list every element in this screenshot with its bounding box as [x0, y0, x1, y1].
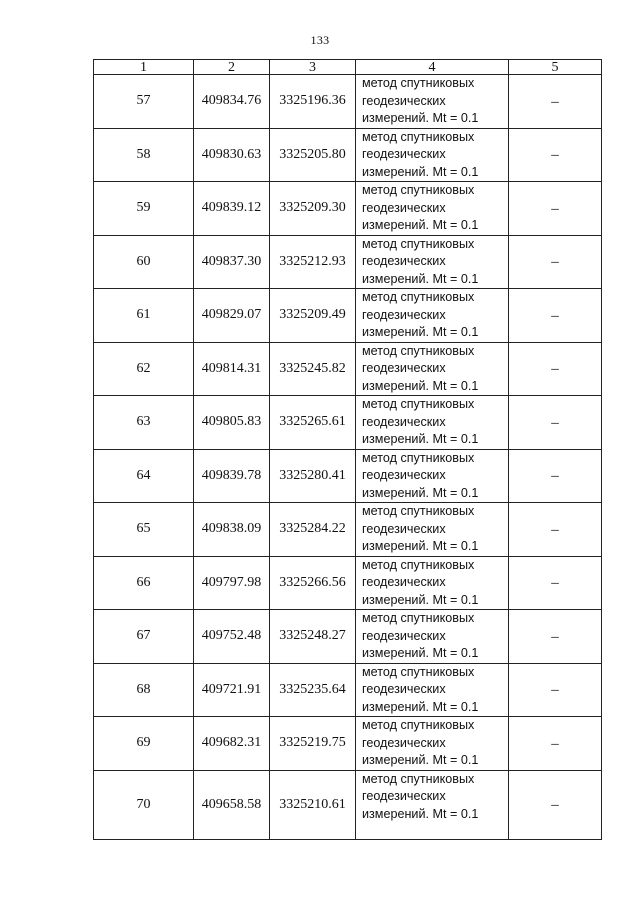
table-row [94, 235, 602, 289]
x-coordinate-cell: 409814.31 [194, 342, 270, 396]
table-row [94, 610, 602, 664]
method-line: геодезических [362, 414, 446, 429]
method-line: метод спутниковых [362, 397, 475, 411]
y-coordinate-cell: 3325245.82 [270, 342, 356, 396]
method-line: геодезических [362, 361, 446, 375]
method-cell [356, 128, 509, 182]
y-coordinate-cell: 3325248.27 [270, 610, 356, 664]
table-row [94, 75, 602, 129]
y-coordinate-cell: 3325265.61 [270, 396, 356, 450]
method-line: геодезических [362, 735, 446, 750]
y-coordinate-cell: 3325205.80 [270, 128, 356, 182]
method-line: геодезических [362, 307, 446, 322]
table-row [94, 503, 602, 557]
x-coordinate-cell: 409682.31 [194, 717, 270, 771]
note-cell: – [509, 770, 602, 839]
point-number-cell: 61 [94, 289, 194, 343]
table-header-row [94, 60, 602, 75]
point-number-cell: 60 [94, 235, 194, 289]
method-line: метод спутниковых [362, 771, 475, 786]
table-row [94, 342, 602, 396]
method-line: измерений. Mt = 0.1 [362, 539, 479, 553]
column-header-x: 2 [194, 60, 270, 75]
table-row [94, 449, 602, 503]
x-coordinate-cell: 409830.63 [194, 128, 270, 182]
y-coordinate-cell: 3325212.93 [270, 235, 356, 289]
method-line: измерений. Mt = 0.1 [362, 271, 479, 286]
point-number-cell: 58 [94, 128, 194, 182]
y-coordinate-cell: 3325210.61 [270, 770, 356, 839]
point-number-cell: 70 [94, 770, 194, 839]
y-coordinate-cell: 3325280.41 [270, 449, 356, 503]
method-line: метод спутниковых [362, 236, 475, 251]
x-coordinate-cell: 409721.91 [194, 663, 270, 717]
table-row [94, 289, 602, 343]
note-cell: – [509, 182, 602, 236]
y-coordinate-cell: 3325209.49 [270, 289, 356, 343]
method-cell [356, 717, 509, 771]
method-line: метод спутниковых [362, 557, 475, 572]
method-line: измерений. Mt = 0.1 [362, 699, 479, 714]
method-cell [356, 182, 509, 236]
method-line: геодезических [362, 93, 446, 108]
x-coordinate-cell: 409752.48 [194, 610, 270, 664]
note-cell: – [509, 75, 602, 129]
method-line: метод спутниковых [362, 290, 475, 304]
table-row [94, 396, 602, 450]
method-cell [356, 556, 509, 610]
x-coordinate-cell: 409829.07 [194, 289, 270, 343]
method-line: геодезических [362, 575, 446, 589]
method-line: измерений. Mt = 0.1 [362, 432, 479, 446]
method-cell [356, 289, 509, 343]
method-line: измерений. Mt = 0.1 [362, 218, 479, 232]
method-line: измерений. Mt = 0.1 [362, 325, 479, 339]
note-cell: – [509, 610, 602, 664]
method-line: метод спутниковых [362, 450, 475, 465]
method-line: геодезических [362, 254, 446, 268]
method-cell [356, 75, 509, 129]
y-coordinate-cell: 3325266.56 [270, 556, 356, 610]
method-line: метод спутниковых [362, 611, 475, 625]
note-cell: – [509, 342, 602, 396]
table-row [94, 556, 602, 610]
method-line: метод спутниковых [362, 504, 475, 518]
method-cell [356, 235, 509, 289]
coordinates-table [93, 59, 602, 840]
x-coordinate-cell: 409839.12 [194, 182, 270, 236]
method-cell [356, 503, 509, 557]
method-line: измерений. Mt = 0.1 [362, 646, 479, 660]
column-header-y: 3 [270, 60, 356, 75]
table-row [94, 663, 602, 717]
method-line: геодезических [362, 789, 446, 803]
point-number-cell: 63 [94, 396, 194, 450]
method-line: метод спутниковых [362, 718, 475, 732]
note-cell: – [509, 663, 602, 717]
point-number-cell: 68 [94, 663, 194, 717]
x-coordinate-cell: 409834.76 [194, 75, 270, 129]
page-number: 133 [310, 33, 330, 47]
point-number-cell: 62 [94, 342, 194, 396]
method-line: измерений. Mt = 0.1 [362, 164, 479, 179]
method-line: измерений. Mt = 0.1 [362, 592, 479, 607]
point-number-cell: 57 [94, 75, 194, 129]
column-header-method: 4 [356, 60, 509, 75]
note-cell: – [509, 289, 602, 343]
y-coordinate-cell: 3325196.36 [270, 75, 356, 129]
method-line: метод спутниковых [362, 343, 475, 358]
method-cell [356, 770, 509, 839]
point-number-cell: 66 [94, 556, 194, 610]
x-coordinate-cell: 409797.98 [194, 556, 270, 610]
table-body [94, 75, 602, 840]
method-line: геодезических [362, 521, 446, 536]
column-header-note: 5 [509, 60, 602, 75]
column-header-number: 1 [94, 60, 194, 75]
point-number-cell: 59 [94, 182, 194, 236]
method-line: измерений. Mt = 0.1 [362, 378, 479, 393]
method-line: метод спутниковых [362, 76, 475, 90]
point-number-cell: 69 [94, 717, 194, 771]
y-coordinate-cell: 3325219.75 [270, 717, 356, 771]
point-number-cell: 64 [94, 449, 194, 503]
method-line: геодезических [362, 682, 446, 696]
method-line: геодезических [362, 147, 446, 161]
method-cell [356, 449, 509, 503]
method-cell [356, 342, 509, 396]
table-row [94, 182, 602, 236]
method-cell [356, 610, 509, 664]
method-line: геодезических [362, 468, 446, 482]
x-coordinate-cell: 409838.09 [194, 503, 270, 557]
note-cell: – [509, 717, 602, 771]
point-number-cell: 65 [94, 503, 194, 557]
method-line: геодезических [362, 628, 446, 643]
method-line: измерений. Mt = 0.1 [362, 806, 479, 821]
x-coordinate-cell: 409837.30 [194, 235, 270, 289]
note-cell: – [509, 396, 602, 450]
y-coordinate-cell: 3325209.30 [270, 182, 356, 236]
table-row [94, 128, 602, 182]
point-number-cell: 67 [94, 610, 194, 664]
y-coordinate-cell: 3325235.64 [270, 663, 356, 717]
method-line: метод спутниковых [362, 129, 475, 144]
method-line: геодезических [362, 200, 446, 215]
x-coordinate-cell: 409805.83 [194, 396, 270, 450]
method-cell [356, 396, 509, 450]
method-cell [356, 663, 509, 717]
note-cell: – [509, 128, 602, 182]
y-coordinate-cell: 3325284.22 [270, 503, 356, 557]
note-cell: – [509, 449, 602, 503]
method-line: измерений. Mt = 0.1 [362, 753, 479, 767]
note-cell: – [509, 235, 602, 289]
method-line: метод спутниковых [362, 664, 475, 679]
method-line: измерений. Mt = 0.1 [362, 111, 479, 125]
table-row [94, 717, 602, 771]
x-coordinate-cell: 409839.78 [194, 449, 270, 503]
x-coordinate-cell: 409658.58 [194, 770, 270, 839]
method-line: измерений. Mt = 0.1 [362, 485, 479, 500]
note-cell: – [509, 556, 602, 610]
method-line: метод спутниковых [362, 183, 475, 197]
note-cell: – [509, 503, 602, 557]
table-row [94, 770, 602, 839]
